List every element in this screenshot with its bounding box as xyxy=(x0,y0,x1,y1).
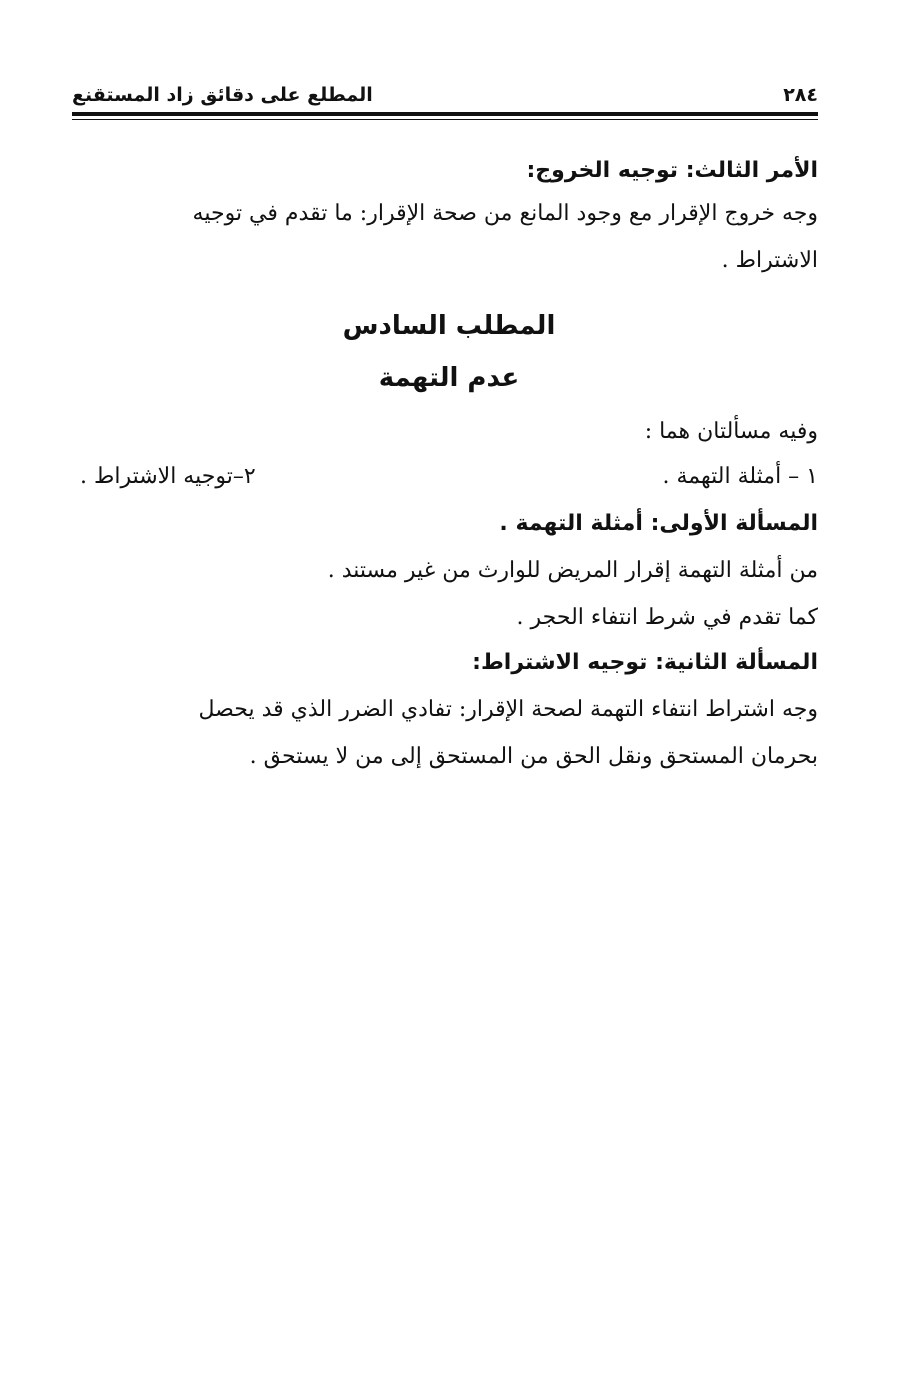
masala2-heading: المسألة الثانية: توجيه الاشتراط: xyxy=(472,650,818,675)
intro-items xyxy=(80,464,818,489)
intro-item-1: ١ – أمثلة التهمة . xyxy=(662,464,818,489)
matlab-subtitle: عدم التهمة xyxy=(378,363,520,393)
intro-item-2: ٢–توجيه الاشتراط . xyxy=(80,464,256,489)
section3-paragraph-line2: الاشتراط . xyxy=(721,248,818,273)
matlab-title: المطلب السادس xyxy=(342,311,556,341)
header-rule-thick xyxy=(72,112,818,116)
masala1-line2: كما تقدم في شرط انتفاء الحجر . xyxy=(516,605,818,630)
running-header xyxy=(72,72,818,106)
masala1-heading: المسألة الأولى: أمثلة التهمة . xyxy=(499,511,818,536)
section3-heading: الأمر الثالث: توجيه الخروج: xyxy=(526,158,818,183)
intro-text: وفيه مسألتان هما : xyxy=(644,419,818,444)
header-rule-thin xyxy=(72,119,818,120)
masala2-line1: وجه اشتراط انتفاء التهمة لصحة الإقرار: تفادي الضرر الذي قد يحصل xyxy=(198,697,818,722)
book-title: المطلع على دقائق زاد المستقنع xyxy=(72,84,373,106)
section3-paragraph-line1: وجه خروج الإقرار مع وجود المانع من صحة الإقرار: ما تقدم في توجيه xyxy=(192,201,818,226)
page-number: ٢٨٤ xyxy=(783,84,818,106)
masala2-line2: بحرمان المستحق ونقل الحق من المستحق إلى من لا يستحق . xyxy=(249,744,818,769)
masala1-line1: من أمثلة التهمة إقرار المريض للوارث من غير مستند . xyxy=(327,558,818,583)
page-body xyxy=(80,150,818,773)
